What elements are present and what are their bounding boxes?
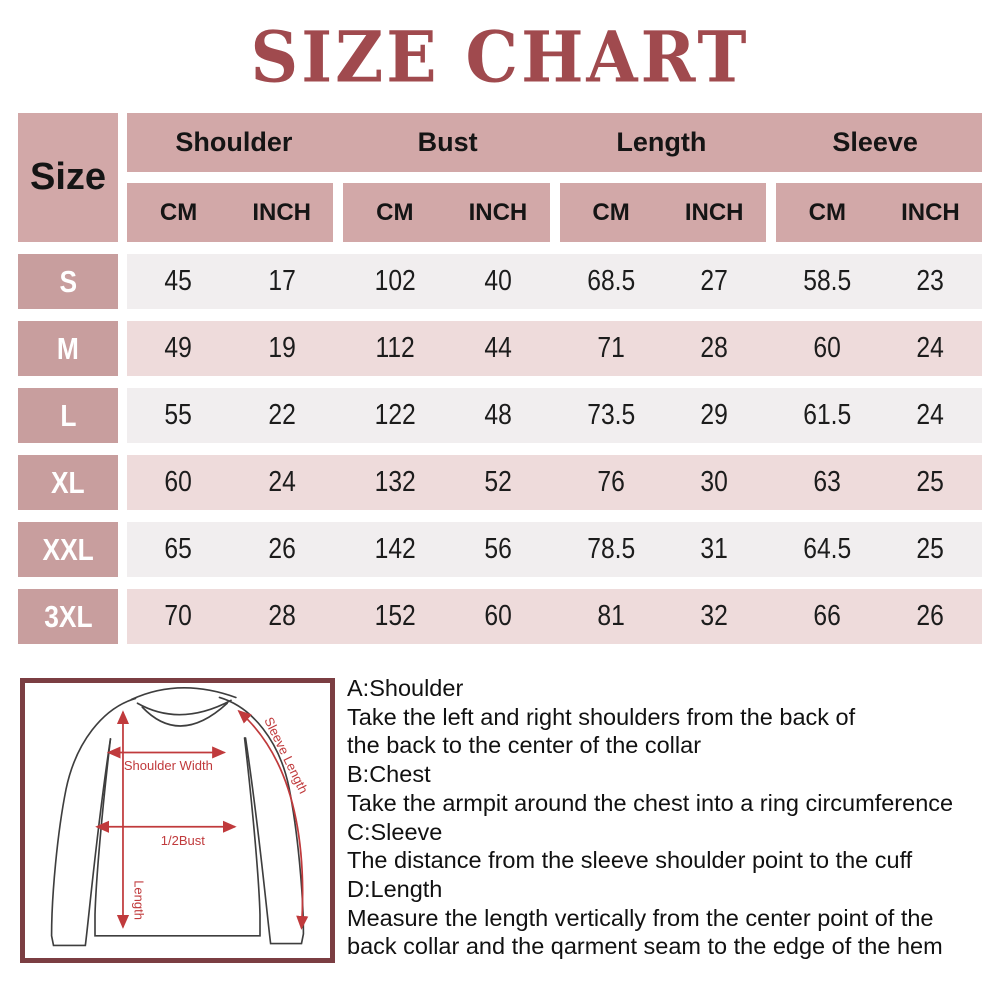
value-cell: 17 <box>267 265 296 297</box>
value-cell: 152 <box>374 600 416 632</box>
measure-line: The distance from the sleeve shoulder point to the cuff <box>347 847 913 874</box>
value-cell: 26 <box>267 533 296 565</box>
size-label: XXL <box>18 522 118 577</box>
table-row <box>18 455 982 510</box>
value-cell: 24 <box>916 399 945 431</box>
sleeve-length-label: Sleeve Length <box>261 714 312 797</box>
table-row <box>18 254 982 309</box>
measure-line: C:Sleeve <box>347 818 443 845</box>
table-row <box>18 589 982 644</box>
value-cell: 44 <box>484 332 512 364</box>
value-cell: 61.5 <box>803 399 852 431</box>
value-cell: 56 <box>484 533 512 565</box>
value-cell: 49 <box>164 332 193 364</box>
table-row <box>18 522 982 577</box>
measure-line: D:Length <box>347 875 443 902</box>
measure-line: Take the armpit around the chest into a ring circumference <box>347 789 954 816</box>
value-cell: 102 <box>374 265 416 297</box>
table-row <box>18 321 982 376</box>
value-cell: 25 <box>916 533 945 565</box>
value-cell: 81 <box>597 600 625 632</box>
value-cell: 64.5 <box>803 533 852 565</box>
value-cell: 52 <box>484 466 512 498</box>
shoulder-width-label: Shoulder Width <box>123 757 213 773</box>
value-cell: 48 <box>484 399 512 431</box>
value-cell: 65 <box>164 533 193 565</box>
value-cell: 29 <box>700 399 728 431</box>
measure-line: A:Shoulder <box>347 675 464 701</box>
measure-line: the back to the center of the collar <box>347 732 702 759</box>
value-cell: 76 <box>597 466 625 498</box>
unit-header-cm: CM <box>592 198 630 226</box>
value-cell: 23 <box>916 265 945 297</box>
unit-header-row <box>127 183 982 242</box>
value-cell: 122 <box>374 399 416 431</box>
unit-header-cm: CM <box>808 198 846 226</box>
size-label: M <box>18 321 118 376</box>
size-column-header: Size <box>18 113 118 242</box>
value-cell: 32 <box>700 600 728 632</box>
value-cell: 78.5 <box>587 533 636 565</box>
value-cell: 22 <box>267 399 296 431</box>
value-cell: 31 <box>700 533 728 565</box>
measure-guide <box>347 674 992 961</box>
value-cell: 28 <box>700 332 728 364</box>
value-cell: 71 <box>597 332 625 364</box>
table-row <box>18 388 982 443</box>
value-cell: 25 <box>916 466 945 498</box>
unit-header-inch: INCH <box>684 198 744 226</box>
sweater-diagram-svg <box>25 683 330 958</box>
unit-header-cm: CM <box>376 198 414 226</box>
sleeve-length-arrow <box>239 711 303 928</box>
value-cell: 142 <box>374 533 416 565</box>
measure-line: Measure the length vertically from the center point of the <box>347 904 934 931</box>
size-label: 3XL <box>18 589 118 644</box>
value-cell: 63 <box>813 466 842 498</box>
value-cell: 132 <box>374 466 416 498</box>
size-chart-title: SIZE CHART <box>250 16 750 99</box>
value-cell: 68.5 <box>587 265 636 297</box>
size-table <box>18 113 982 644</box>
group-header-band <box>127 113 982 172</box>
value-cell: 55 <box>164 399 193 431</box>
value-cell: 24 <box>916 332 945 364</box>
value-cell: 27 <box>700 265 728 297</box>
value-cell: 112 <box>375 332 415 364</box>
measure-line: back collar and the qarment seam to the edge of the hem <box>347 933 943 960</box>
half-bust-label: 1/2Bust <box>160 833 205 849</box>
value-cell: 66 <box>813 600 842 632</box>
value-cell: 60 <box>813 332 842 364</box>
value-cell: 60 <box>484 600 512 632</box>
sweater-diagram <box>20 678 335 963</box>
unit-header-inch: INCH <box>468 198 528 226</box>
measure-line: B:Chest <box>347 761 431 788</box>
group-header-bust: Bust <box>417 127 478 157</box>
group-header-sleeve: Sleeve <box>832 127 918 157</box>
size-label: S <box>18 254 118 309</box>
value-cell: 28 <box>267 600 296 632</box>
value-cell: 26 <box>916 600 945 632</box>
value-cell: 58.5 <box>803 265 852 297</box>
unit-header-inch: INCH <box>252 198 312 226</box>
length-label: Length <box>131 880 147 921</box>
size-label: XL <box>18 455 118 510</box>
value-cell: 73.5 <box>587 399 636 431</box>
value-cell: 24 <box>267 466 296 498</box>
size-label: L <box>18 388 118 443</box>
unit-header-inch: INCH <box>901 198 960 226</box>
value-cell: 19 <box>267 332 296 364</box>
value-cell: 60 <box>164 466 193 498</box>
value-cell: 30 <box>700 466 728 498</box>
measure-line: Take the left and right shoulders from the back of <box>347 703 856 730</box>
group-header-length: Length <box>616 127 707 157</box>
value-cell: 40 <box>484 265 512 297</box>
value-cell: 45 <box>164 265 193 297</box>
value-cell: 70 <box>164 600 193 632</box>
unit-header-cm: CM <box>159 198 198 226</box>
group-header-shoulder: Shoulder <box>175 127 293 157</box>
